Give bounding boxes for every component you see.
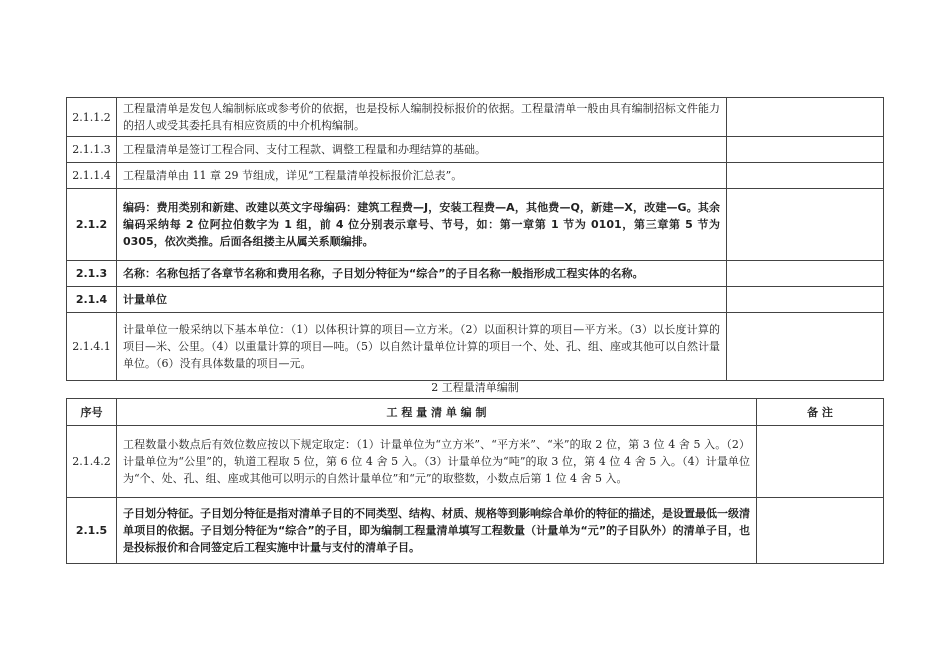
row-text: 子目划分特征。子目划分特征是指对清单子目的不同类型、结构、材质、规格等到影响综合单价的特征的描述，是设置最低一级清单项目的依据。子目划分特征为“综合”的子目，即为编制工程量清单填写工程数量（计量单为“元”的子目队外）的清单子目，也是投标报价和合同签定后工程实施中计量与支付的清单子目。 (117, 498, 757, 564)
remark-cell (757, 426, 884, 498)
row-number: 2.1.1.4 (67, 163, 117, 189)
row-number: 2.1.2 (67, 189, 117, 261)
row-text: 编码：费用类别和新建、改建以英文字母编码：建筑工程费—J，安装工程费—A，其他费—Q，新建—X，改建—G。其余编码采纳每 2 位阿拉伯数字为 1 组，前 4 位分别表示章号、节号，如：第一章第 1 节为 0101，第三章第 5 节为 0305，依次类推。后面各组搂主从属关系顺编排。 (117, 189, 727, 261)
table-row (67, 137, 884, 163)
row-number: 2.1.4.2 (67, 426, 117, 498)
row-number: 2.1.4.1 (67, 313, 117, 381)
remark-cell (727, 313, 884, 381)
table-row (67, 163, 884, 189)
row-text: 计量单位一般采纳以下基本单位：（1）以体积计算的项目—立方米。（2）以面积计算的项目—平方米。（3）以长度计算的项目—米、公里。（4）以重量计算的项目—吨。（5）以自然计量单位计算的项目一个、处、孔、组、座或其他可以自然计量单位。（6）没有具体数量的项目—元。 (117, 313, 727, 381)
remark-cell (727, 261, 884, 287)
row-text: 计量单位 (117, 287, 727, 313)
header-remarks: 备 注 (757, 399, 884, 426)
header-number: 序号 (67, 399, 117, 426)
remark-cell (727, 137, 884, 163)
row-number: 2.1.3 (67, 261, 117, 287)
remark-cell (727, 189, 884, 261)
row-text: 工程量清单是签订工程合同、支付工程款、调整工程量和办理结算的基础。 (117, 137, 727, 163)
table-row (67, 498, 884, 564)
lower-table (66, 398, 884, 564)
page-caption: 2 工程量清单编制 (431, 381, 519, 394)
row-text: 工程量清单是发包人编制标底或参考价的依据，也是投标人编制投标报价的依据。工程量清单一般由具有编制招标文件能力的招人或受其委托具有相应资质的中介机构编制。 (117, 98, 727, 137)
remark-cell (727, 98, 884, 137)
upper-table (66, 97, 884, 381)
row-number: 2.1.4 (67, 287, 117, 313)
row-number: 2.1.1.3 (67, 137, 117, 163)
remark-cell (727, 163, 884, 189)
table-row (67, 98, 884, 137)
table-row (67, 313, 884, 381)
row-number: 2.1.1.2 (67, 98, 117, 137)
table-row (67, 287, 884, 313)
table-row (67, 189, 884, 261)
row-number: 2.1.5 (67, 498, 117, 564)
header-content: 工 程 量 清 单 编 制 (117, 399, 757, 426)
table-row (67, 426, 884, 498)
row-text: 工程数量小数点后有效位数应按以下规定取定：（1）计量单位为“立方米”、“平方米”、“米”的取 2 位，第 3 位 4 舍 5 入。（2）计量单位为“公里”的，轨道工程取 5 位，第 6 位 4 舍 5 入。（3）计量单位为“吨”的取 3 位，第 4 位 4 舍 5 入。（4）计量单位为“个、处、孔、组、座或其他可以明示的自然计量单位”和“元”的取整数，小数点后第 1 位 4 舍 5 入。 (117, 426, 757, 498)
row-text: 名称：名称包括了各章节名称和费用名称，子目划分特征为“综合”的子目名称一般指形成工程实体的名称。 (117, 261, 727, 287)
table-row (67, 261, 884, 287)
header-row (67, 399, 884, 426)
row-text: 工程量清单由 11 章 29 节组成，详见“工程量清单投标报价汇总表”。 (117, 163, 727, 189)
remark-cell (757, 498, 884, 564)
remark-cell (727, 287, 884, 313)
